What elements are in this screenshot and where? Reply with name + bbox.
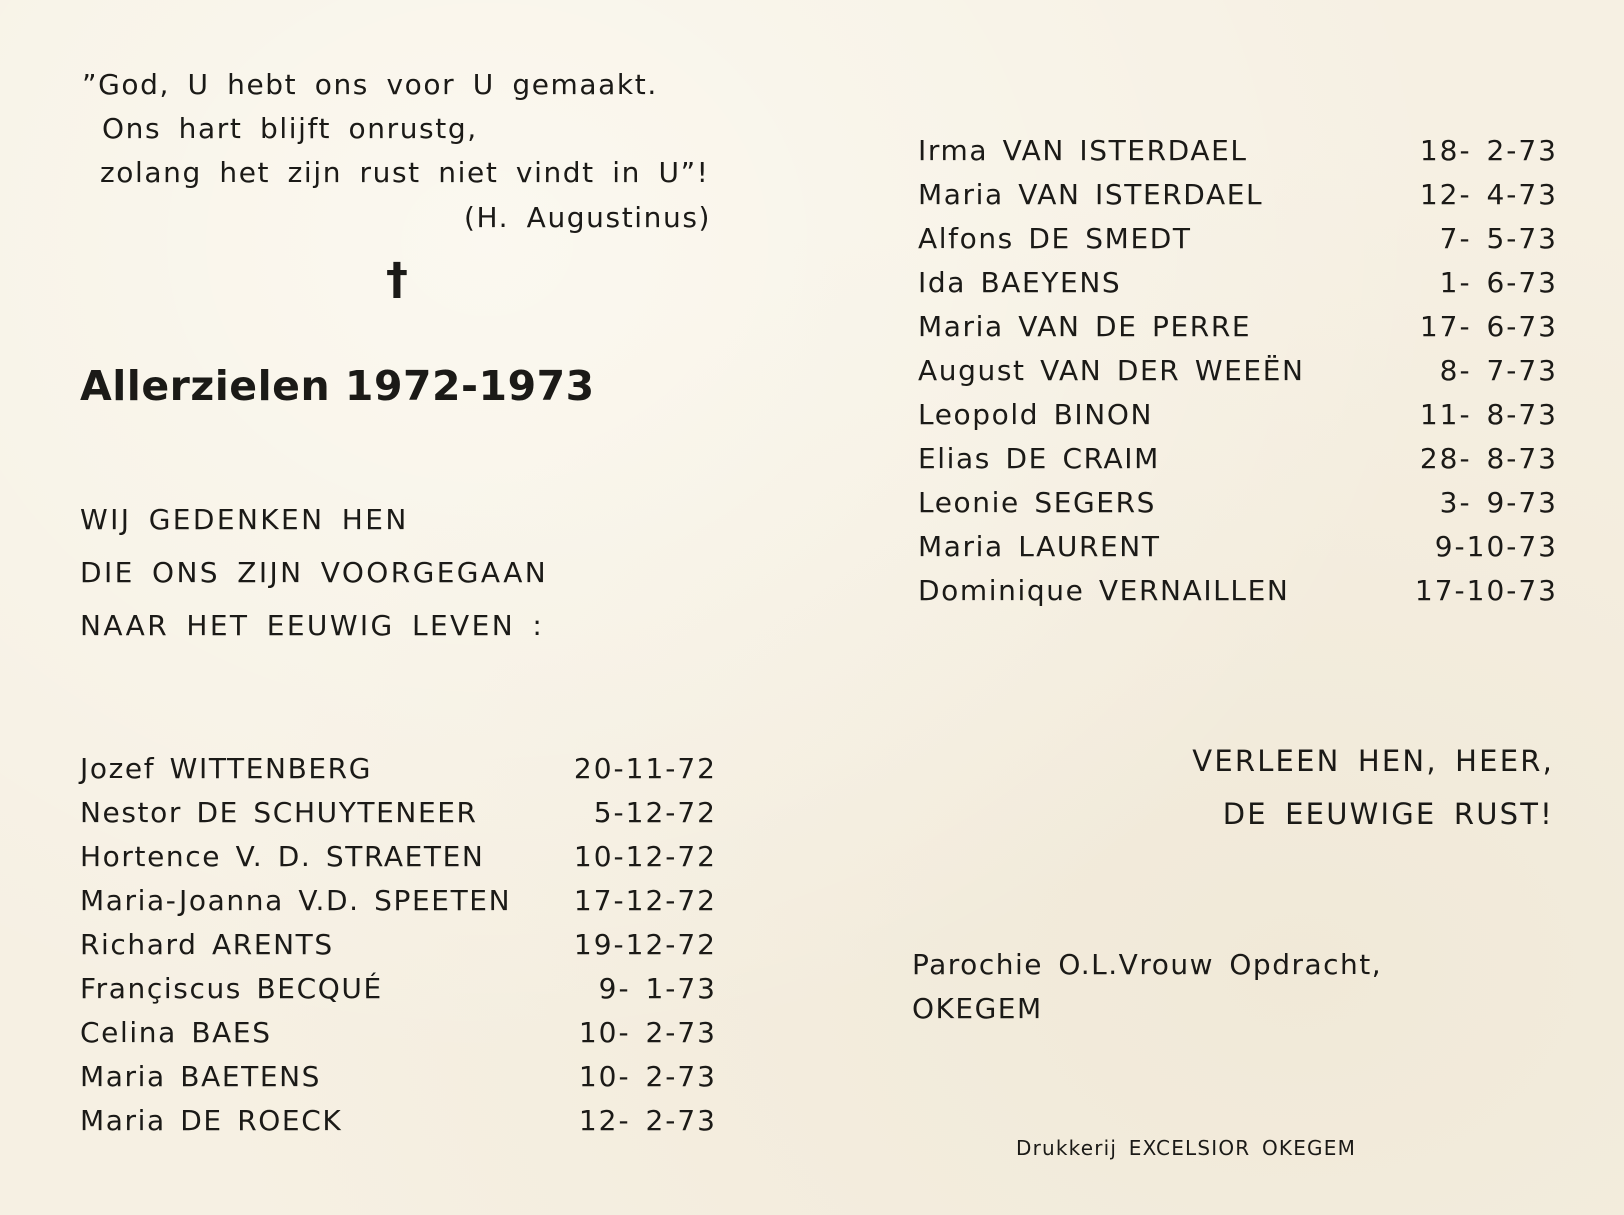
death-date: 10- 2-73 bbox=[578, 1016, 717, 1049]
deceased-name: August VAN DER WEEËN bbox=[918, 354, 1305, 387]
list-item bbox=[80, 752, 717, 792]
list-item bbox=[918, 442, 1558, 482]
death-date: 28- 8-73 bbox=[1419, 442, 1558, 475]
list-item bbox=[918, 266, 1558, 306]
closing-line: VERLEEN HEN, HEER, bbox=[1192, 744, 1554, 778]
deceased-name: Maria VAN DE PERRE bbox=[918, 310, 1252, 343]
list-item bbox=[80, 840, 717, 880]
printer-credit: Drukkerij EXCELSIOR OKEGEM bbox=[1016, 1136, 1357, 1160]
list-item bbox=[80, 1104, 717, 1144]
list-item bbox=[918, 486, 1558, 526]
death-date: 1- 6-73 bbox=[1439, 266, 1558, 299]
quote-line: zolang het zijn rust niet vindt in U”! bbox=[100, 156, 710, 189]
deceased-name: Elias DE CRAIM bbox=[918, 442, 1160, 475]
cross-icon: † bbox=[386, 254, 408, 305]
death-date: 11- 8-73 bbox=[1419, 398, 1558, 431]
deceased-name: Hortence V. D. STRAETEN bbox=[80, 840, 485, 873]
deceased-name: Leonie SEGERS bbox=[918, 486, 1156, 519]
list-item bbox=[80, 972, 717, 1012]
deceased-name: Françiscus BECQUÉ bbox=[80, 972, 383, 1005]
deceased-name: Maria VAN ISTERDAEL bbox=[918, 178, 1264, 211]
list-item bbox=[918, 134, 1558, 174]
list-item bbox=[80, 796, 717, 836]
death-date: 5-12-72 bbox=[593, 796, 717, 829]
deceased-name: Ida BAEYENS bbox=[918, 266, 1122, 299]
intro-line: NAAR HET EEUWIG LEVEN : bbox=[80, 609, 545, 642]
quote-attribution: (H. Augustinus) bbox=[464, 201, 712, 234]
intro-line: WIJ GEDENKEN HEN bbox=[80, 503, 409, 536]
list-item bbox=[918, 178, 1558, 218]
list-item bbox=[918, 530, 1558, 570]
list-item bbox=[80, 1016, 717, 1056]
death-date: 9-10-73 bbox=[1434, 530, 1558, 563]
death-date: 17-10-73 bbox=[1414, 574, 1558, 607]
death-date: 18- 2-73 bbox=[1419, 134, 1558, 167]
page-title: Allerzielen 1972-1973 bbox=[80, 362, 595, 410]
deceased-name: Irma VAN ISTERDAEL bbox=[918, 134, 1248, 167]
list-item bbox=[80, 884, 717, 924]
death-date: 10-12-72 bbox=[573, 840, 717, 873]
death-date: 3- 9-73 bbox=[1439, 486, 1558, 519]
death-date: 7- 5-73 bbox=[1439, 222, 1558, 255]
deceased-name: Maria DE ROECK bbox=[80, 1104, 343, 1137]
parish-line: Parochie O.L.Vrouw Opdracht, bbox=[912, 948, 1383, 981]
intro-line: DIE ONS ZIJN VOORGEGAAN bbox=[80, 556, 549, 589]
deceased-name: Nestor DE SCHUYTENEER bbox=[80, 796, 478, 829]
deceased-name: Alfons DE SMEDT bbox=[918, 222, 1192, 255]
list-item bbox=[80, 928, 717, 968]
list-item bbox=[918, 354, 1558, 394]
death-date: 12- 2-73 bbox=[578, 1104, 717, 1137]
deceased-name: Jozef WITTENBERG bbox=[80, 752, 373, 785]
quote-line: Ons hart blijft onrustg, bbox=[102, 112, 478, 145]
death-date: 12- 4-73 bbox=[1419, 178, 1558, 211]
death-date: 17-12-72 bbox=[573, 884, 717, 917]
deceased-name: Richard ARENTS bbox=[80, 928, 334, 961]
death-date: 9- 1-73 bbox=[598, 972, 717, 1005]
death-date: 8- 7-73 bbox=[1439, 354, 1558, 387]
list-item bbox=[918, 574, 1558, 614]
closing-line: DE EEUWIGE RUST! bbox=[1222, 797, 1554, 831]
death-date: 19-12-72 bbox=[573, 928, 717, 961]
list-item bbox=[80, 1060, 717, 1100]
deceased-name: Maria LAURENT bbox=[918, 530, 1161, 563]
deceased-name: Maria BAETENS bbox=[80, 1060, 322, 1093]
death-date: 10- 2-73 bbox=[578, 1060, 717, 1093]
death-date: 17- 6-73 bbox=[1419, 310, 1558, 343]
list-item bbox=[918, 222, 1558, 262]
death-date: 20-11-72 bbox=[573, 752, 717, 785]
quote-line: ”God, U hebt ons voor U gemaakt. bbox=[82, 68, 658, 101]
parish-line: OKEGEM bbox=[912, 992, 1043, 1025]
list-item bbox=[918, 398, 1558, 438]
deceased-name: Maria-Joanna V.D. SPEETEN bbox=[80, 884, 512, 917]
deceased-name: Dominique VERNAILLEN bbox=[918, 574, 1290, 607]
deceased-name: Celina BAES bbox=[80, 1016, 272, 1049]
deceased-name: Leopold BINON bbox=[918, 398, 1154, 431]
list-item bbox=[918, 310, 1558, 350]
